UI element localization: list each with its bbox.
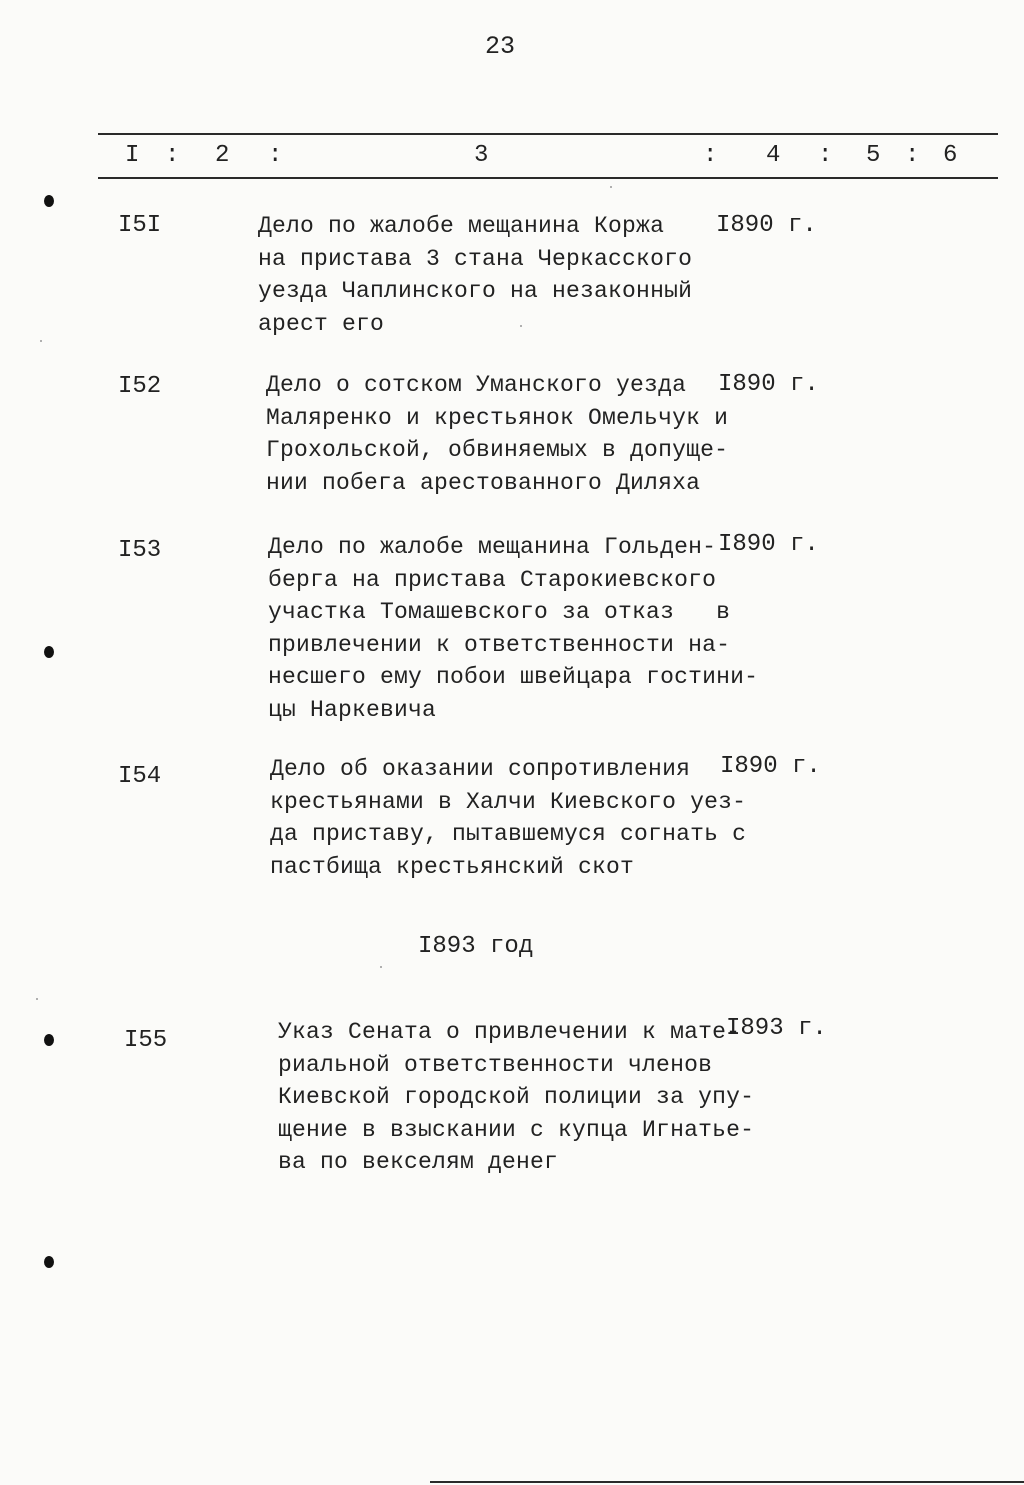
entry-date: I890 г. (720, 753, 821, 780)
entry-description: Дело об оказании сопротивления крестьянами в Халчи Киевского уез- да приставу, пытавшемуся согнать с пастбища крестьянский скот (270, 756, 747, 880)
header-top-rule (98, 133, 998, 135)
entry-date: I890 г. (716, 212, 817, 239)
year-heading: I893 год (418, 933, 534, 960)
header-separator: : (703, 142, 718, 169)
scan-speck (40, 340, 42, 342)
header-col-2: 2 (215, 142, 230, 169)
scan-speck (380, 966, 382, 968)
entry-description: Дело по жалобе мещанина Коржа на пристава 3 стана Черкасского уезда Чаплинского на незаконный арест его (258, 213, 693, 337)
entry-date: I893 г. (726, 1015, 827, 1042)
scan-speck (610, 186, 612, 188)
page-number: 23 (484, 32, 515, 61)
entry-description: Дело по жалобе мещанина Гольден- берга на пристава Старокиевского участка Томашевского за отказ в привлечении к ответственности на- несшего ему побои швейцара гостини- цы Наркевича (268, 534, 759, 723)
entry-description: Указ Сената о привлечении к мате- риальной ответственности членов Киевской городской полиции за упу- щение в взыскании с купца Игнатье- ва по векселям денег (278, 1019, 755, 1175)
header-separator: : (818, 142, 833, 169)
header-col-6: 6 (943, 142, 958, 169)
header-separator: : (165, 142, 180, 169)
punch-hole-icon (44, 195, 54, 207)
entry-description: Дело о сотском Уманского уезда Маляренко и крестьянок Омельчук и Грохольской, обвиняемых в допуще- нии побега арестованного Диляха (266, 372, 729, 496)
header-separator: : (905, 142, 920, 169)
table-header (0, 142, 1024, 172)
header-bottom-rule (98, 177, 998, 179)
entry-number: I53 (118, 537, 162, 564)
entry-number: I54 (118, 763, 162, 790)
entry-number: I5I (118, 212, 162, 239)
punch-hole-icon (44, 1034, 54, 1046)
entry-date: I890 г. (718, 371, 819, 398)
entry-number: I52 (118, 373, 162, 400)
header-col-1: I (125, 142, 140, 169)
bottom-rule (430, 1481, 1024, 1483)
scan-speck (36, 998, 38, 1000)
header-col-4: 4 (766, 142, 781, 169)
entry-number: I55 (124, 1027, 168, 1054)
punch-hole-icon (44, 646, 54, 658)
scan-speck (520, 325, 522, 327)
header-col-5: 5 (866, 142, 881, 169)
header-separator: : (268, 142, 283, 169)
header-col-3: 3 (474, 142, 489, 169)
entry-date: I890 г. (718, 531, 819, 558)
punch-hole-icon (44, 1256, 54, 1268)
